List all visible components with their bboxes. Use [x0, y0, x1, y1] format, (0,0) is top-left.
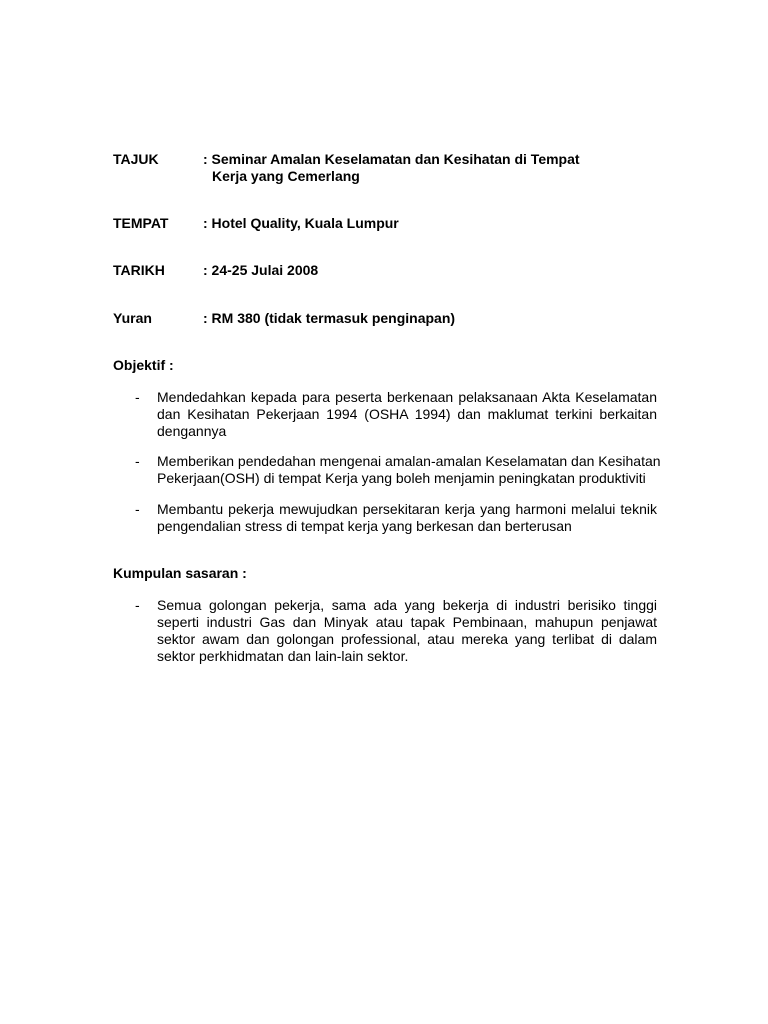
bullet-text	[157, 501, 657, 535]
field-value-line: Kerja yang Cemerlang	[212, 168, 360, 184]
field-value	[203, 151, 683, 185]
bullet-line: sektor perkhidmatan dan lain-lain sektor.	[157, 648, 409, 664]
field-value	[203, 215, 683, 232]
field-value	[203, 262, 683, 279]
bullet-dash: -	[135, 453, 140, 469]
field-value-line: : Hotel Quality, Kuala Lumpur	[203, 215, 399, 231]
field-label: Yuran	[113, 310, 152, 326]
bullet-line: Semua golongan pekerja, sama ada yang bekerja di industri berisiko tinggi	[157, 597, 657, 613]
bullet-line: Memberikan pendedahan mengenai amalan-amalan Keselamatan dan Kesihatan	[157, 453, 661, 469]
bullet-dash: -	[135, 389, 140, 405]
bullet-text	[157, 389, 657, 440]
field-label: TAJUK	[113, 151, 159, 167]
bullet-line: Pekerjaan(OSH) di tempat Kerja yang boleh menjamin peningkatan produktiviti	[157, 470, 646, 486]
bullet-line: Membantu pekerja mewujudkan persekitaran kerja yang harmoni melalui teknik	[157, 501, 657, 517]
bullet-line: Mendedahkan kepada para peserta berkenaan pelaksanaan Akta Keselamatan	[157, 389, 657, 405]
field-value-line: : Seminar Amalan Keselamatan dan Kesihatan di Tempat	[203, 151, 580, 167]
field-label: TARIKH	[113, 262, 165, 278]
bullet-line: dengannya	[157, 423, 227, 439]
bullet-line: pengendalian stress di tempat kerja yang berkesan dan berterusan	[157, 518, 572, 534]
field-value	[203, 310, 683, 327]
bullet-text	[157, 597, 657, 665]
bullet-line: seperti industri Gas dan Minyak atau tapak Pembinaan, mahupun penjawat	[157, 614, 657, 630]
sasaran-heading: Kumpulan sasaran :	[113, 565, 247, 581]
bullet-text	[157, 453, 661, 487]
bullet-dash: -	[135, 597, 140, 613]
objektif-heading: Objektif :	[113, 357, 174, 373]
bullet-dash: -	[135, 501, 140, 517]
field-value-line: : 24-25 Julai 2008	[203, 262, 319, 278]
bullet-line: dan Kesihatan Pekerjaan 1994 (OSHA 1994) dan maklumat terkini berkaitan	[157, 406, 657, 422]
field-value-line: : RM 380 (tidak termasuk penginapan)	[203, 310, 456, 326]
bullet-line: sektor awam dan golongan professional, atau mereka yang terlibat di dalam	[157, 631, 657, 647]
field-label: TEMPAT	[113, 215, 169, 231]
